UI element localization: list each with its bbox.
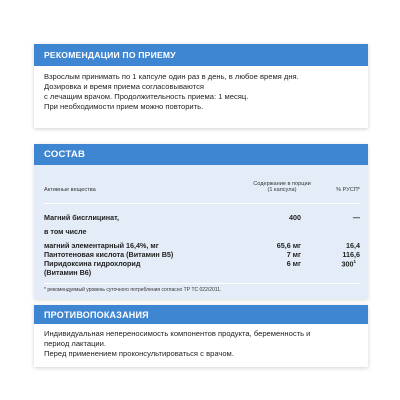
ingredient-rsp — [318, 259, 356, 268]
ingredient-rsp: 16,4 — [346, 241, 360, 250]
ingredient-amount: 65,6 мг — [276, 241, 301, 250]
ingredient-name: магний элементарный 16,4%, мг — [44, 241, 159, 250]
ingredient-amount: 6 мг — [286, 259, 301, 268]
column-header-content-line: (1 капсула) — [267, 187, 297, 193]
column-header-active: Активные вещества — [44, 187, 96, 193]
header-divider — [44, 203, 360, 204]
column-header-rsp: % РУСП* — [336, 187, 360, 193]
ingredient-amount: 7 мг — [286, 250, 301, 259]
contraindications-card — [34, 305, 368, 367]
ingredient-rsp-value: 300 — [341, 259, 354, 269]
footnote: * рекомендуемый уровень суточного потребления согласно ТР ТС 022/2011. — [44, 287, 222, 293]
usage-line: Взрослым принимать по 1 капсуле один раз в день, в любое время дня. — [44, 72, 299, 81]
composition-table — [34, 165, 368, 299]
ingredient-rsp: — — [352, 213, 360, 222]
ingredient-name: Пиридоксина гидрохлорид — [44, 259, 141, 268]
ingredient-name: в том числе — [44, 227, 87, 236]
contraindications-title: ПРОТИВОПОКАЗАНИЯ — [34, 305, 368, 324]
ingredient-rsp: 116,6 — [342, 250, 360, 259]
ingredient-amount: 400 — [289, 213, 301, 222]
usage-line: При необходимости прием можно повторить. — [44, 102, 204, 111]
footer-divider — [44, 283, 360, 284]
contraindications-body — [34, 324, 368, 359]
contraindications-line: период лактации. — [44, 339, 107, 348]
contraindications-line: Перед применением проконсультироваться с врачом. — [44, 349, 234, 358]
usage-body — [34, 66, 368, 112]
ingredient-name: Магний бисглицинат, — [44, 213, 120, 222]
contraindications-line: Индивидуальная непереносимость компонентов продукта, беременность и — [44, 329, 311, 338]
column-header-content-line: Содержание в порции — [253, 181, 311, 187]
composition-card — [34, 144, 368, 299]
usage-line: Дозировка и время приема согласовываются — [44, 82, 204, 91]
composition-title: СОСТАВ — [34, 144, 368, 165]
ingredient-name: (Витамин В6) — [44, 268, 92, 277]
ingredient-name: Пантотеновая кислота (Витамин В5) — [44, 250, 174, 259]
usage-line: с лечащим врачом. Продолжительность приема: 1 месяц. — [44, 92, 249, 101]
usage-title: РЕКОМЕНДАЦИИ ПО ПРИЕМУ — [34, 44, 368, 66]
usage-card — [34, 44, 368, 128]
rsp-note-mark: 1 — [353, 259, 356, 264]
column-header-content — [242, 181, 322, 193]
